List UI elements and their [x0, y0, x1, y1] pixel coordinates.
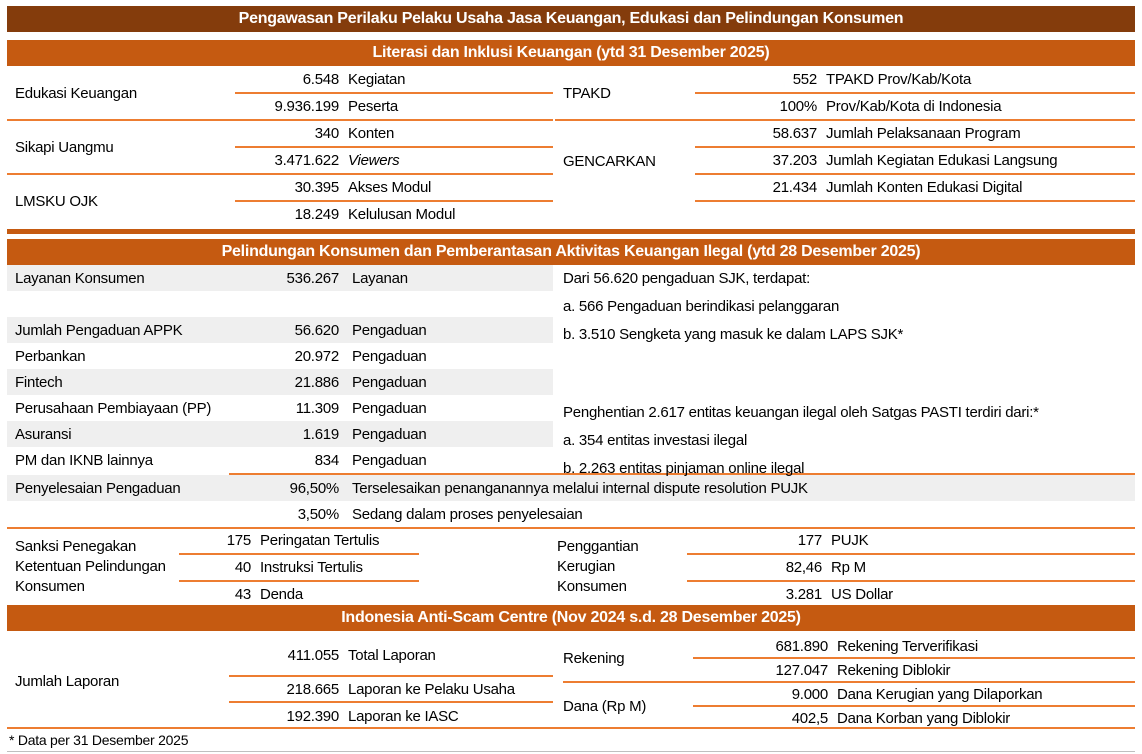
- stat-row: [179, 528, 419, 553]
- stat-value: 6.548: [302, 71, 339, 88]
- section-iasc: [7, 631, 1135, 727]
- stat-row: [695, 146, 1135, 173]
- group-label: GENCARKAN: [563, 153, 656, 170]
- stat-row: [229, 677, 553, 703]
- stat-value: 175: [226, 531, 251, 549]
- stat-value: 40: [234, 558, 251, 576]
- sanksi-block: [7, 529, 1135, 605]
- stat-row: [235, 146, 553, 173]
- table-row: [7, 369, 553, 395]
- main-title: Pengawasan Perilaku Pelaku Usaha Jasa Keuangan, Edukasi dan Pelindungan Konsumen: [7, 6, 1135, 32]
- table-row: [7, 343, 553, 369]
- literasi-right-panel: [555, 67, 1135, 202]
- group-label: Dana (Rp M): [563, 697, 647, 715]
- stat-value: 37.203: [772, 152, 817, 169]
- stat-unit: Konten: [348, 125, 395, 142]
- note-intro: Dari 56.620 pengaduan SJK, terdapat:: [563, 270, 811, 287]
- section-literasi: [7, 66, 1135, 234]
- note-item: a. 354 entitas investasi ilegal: [563, 432, 748, 449]
- stat-row: [695, 92, 1135, 119]
- row-text: Terselesaikan penanganannya melalui internal dispute resolution PUJK: [352, 479, 808, 497]
- stat-value: 3.471.622: [274, 152, 339, 169]
- stat-unit: Rekening Terverifikasi: [837, 637, 978, 655]
- row-value: 56.620: [294, 321, 339, 339]
- stat-unit: Kelulusan Modul: [348, 206, 456, 223]
- stat-value: 177: [797, 531, 822, 549]
- row-text: Sedang dalam proses penyelesaian: [352, 505, 583, 523]
- page-bottom-rule: [7, 751, 1135, 752]
- group-lmsku-ojk: [7, 173, 553, 227]
- stat-unit: Jumlah Kegiatan Edukasi Langsung: [826, 152, 1058, 169]
- stat-unit: Jumlah Konten Edukasi Digital: [826, 179, 1023, 196]
- section-iasc-header: Indonesia Anti-Scam Centre (Nov 2024 s.d. 28 Desember 2025): [7, 605, 1135, 631]
- spacer: [7, 32, 1135, 40]
- stat-value: 43: [234, 585, 251, 603]
- stat-row: [687, 528, 1135, 553]
- stat-value: 30.395: [294, 179, 339, 196]
- table-row: [7, 447, 553, 473]
- row-label: PM dan IKNB lainnya: [15, 451, 153, 469]
- stat-unit: TPAKD Prov/Kab/Kota: [826, 71, 972, 88]
- stat-row: [687, 580, 1135, 607]
- row-label: Sanksi Penegakan Ketentuan Pelindungan Konsumen: [15, 538, 166, 595]
- laporan-table: [229, 635, 553, 727]
- row-unit: Pengaduan: [352, 321, 427, 339]
- row-label: Fintech: [15, 373, 63, 391]
- row-label: Jumlah Pengaduan APPK: [15, 321, 183, 339]
- empty-row: [7, 291, 553, 317]
- table-row: [7, 421, 553, 447]
- stat-value: 340: [314, 125, 339, 142]
- row-value: 11.309: [295, 399, 339, 417]
- row-label: Penggantian Kerugian Konsumen: [557, 538, 639, 595]
- stat-row: [235, 175, 553, 200]
- stat-value: 9.000: [791, 685, 828, 703]
- stat-unit: Instruksi Tertulis: [260, 558, 363, 576]
- stat-unit: Laporan ke Pelaku Usaha: [348, 680, 515, 698]
- sanksi-table: [179, 528, 419, 607]
- row-value: 21.886: [294, 373, 339, 391]
- stat-row: [179, 553, 419, 580]
- group-label: Rekening: [563, 649, 625, 667]
- group-label: Edukasi Keuangan: [15, 84, 137, 102]
- stat-unit: PUJK: [831, 531, 869, 549]
- group-rekening: [563, 635, 1135, 681]
- note-item: b. 3.510 Sengketa yang masuk ke dalam LAPS SJK*: [563, 326, 904, 343]
- group-dana: [563, 681, 1135, 729]
- group-label: LMSKU OJK: [15, 192, 98, 210]
- stat-unit: Peringatan Tertulis: [260, 531, 380, 549]
- row-value: 536.267: [286, 269, 339, 287]
- stat-row: [693, 635, 1135, 657]
- section-pelindungan: [7, 265, 1135, 605]
- stat-unit: Dana Kerugian yang Dilaporkan: [837, 685, 1043, 703]
- penggantian-table: [687, 528, 1135, 607]
- stat-row: [695, 121, 1135, 146]
- stat-unit: Rp M: [831, 558, 866, 576]
- row-unit: Pengaduan: [352, 451, 427, 469]
- row-unit: Pengaduan: [352, 347, 427, 365]
- stat-value: 552: [792, 71, 817, 88]
- row-label: Jumlah Laporan: [15, 672, 120, 690]
- stat-value: 9.936.199: [274, 98, 339, 115]
- note-item: b. 2.263 entitas pinjaman online ilegal: [563, 460, 805, 477]
- row-value: 834: [314, 451, 339, 469]
- stat-row: [235, 200, 553, 227]
- stat-unit: Prov/Kab/Kota di Indonesia: [826, 98, 1002, 115]
- group-tpakd: [555, 67, 1135, 119]
- literasi-left-panel: [7, 67, 553, 227]
- stat-unit: Laporan ke IASC: [348, 707, 459, 725]
- stat-row: [229, 635, 553, 677]
- group-label: TPAKD: [563, 84, 611, 102]
- row-unit: Layanan: [352, 269, 408, 287]
- stat-row: [693, 683, 1135, 705]
- stat-unit: Denda: [260, 585, 303, 603]
- stat-unit: Rekening Diblokir: [837, 661, 951, 679]
- stat-row: [695, 173, 1135, 202]
- section-pelindungan-header: Pelindungan Konsumen dan Pemberantasan Aktivitas Keuangan Ilegal (ytd 28 Desember 2025): [7, 239, 1135, 265]
- row-unit: Pengaduan: [352, 373, 427, 391]
- row-unit: Pengaduan: [352, 425, 427, 443]
- group-gencarkan: [555, 119, 1135, 202]
- stat-row: [693, 705, 1135, 729]
- stat-row: [235, 121, 553, 146]
- stat-value: 411.055: [287, 646, 339, 664]
- note-pengaduan: [563, 265, 1141, 349]
- stat-unit: Akses Modul: [348, 179, 432, 196]
- iasc-right-panel: [563, 635, 1135, 727]
- stat-unit: Peserta: [348, 98, 398, 115]
- stat-value: 218.665: [286, 680, 339, 698]
- stat-value: 100%: [779, 98, 817, 115]
- stat-unit: Jumlah Pelaksanaan Program: [826, 125, 1021, 142]
- stat-unit: Viewers: [348, 152, 400, 169]
- table-row: [7, 265, 553, 291]
- row-value: 96,50%: [289, 479, 339, 497]
- stat-unit: US Dollar: [831, 585, 893, 603]
- table-row: [7, 395, 553, 421]
- stat-unit: Kegiatan: [348, 71, 406, 88]
- stat-unit: Total Laporan: [348, 646, 436, 664]
- stat-row: [229, 703, 553, 729]
- stat-value: 681.890: [775, 637, 828, 655]
- note-ilegal: [563, 399, 1141, 483]
- row-value: 1.619: [302, 425, 339, 443]
- row-label: Penyelesaian Pengaduan: [15, 479, 181, 497]
- stat-unit: Dana Korban yang Diblokir: [837, 709, 1011, 727]
- section-literasi-header: Literasi dan Inklusi Keuangan (ytd 31 Desember 2025): [7, 40, 1135, 66]
- stat-value: 58.637: [772, 125, 817, 142]
- stat-row: [179, 580, 419, 607]
- stat-value: 402,5: [791, 709, 828, 727]
- stat-row: [693, 657, 1135, 681]
- note-item: a. 566 Pengaduan berindikasi pelanggaran: [563, 298, 840, 315]
- table-row: [7, 501, 1135, 527]
- stat-value: 3.281: [785, 585, 822, 603]
- group-label: Sikapi Uangmu: [15, 138, 114, 156]
- stat-value: 82,46: [785, 558, 822, 576]
- stat-row: [235, 67, 553, 92]
- stat-row: [687, 553, 1135, 580]
- stat-row: [235, 92, 553, 119]
- group-edukasi-keuangan: [7, 67, 553, 119]
- row-label: Layanan Konsumen: [15, 269, 145, 287]
- row-unit: Pengaduan: [352, 399, 427, 417]
- stat-value: 21.434: [772, 179, 817, 196]
- stat-row: [695, 67, 1135, 92]
- group-sikapi-uangmu: [7, 119, 553, 173]
- row-value: 3,50%: [297, 505, 339, 523]
- row-label: Perbankan: [15, 347, 86, 365]
- stat-value: 192.390: [286, 707, 339, 725]
- stat-value: 127.047: [775, 661, 828, 679]
- stat-value: 18.249: [294, 206, 339, 223]
- row-label: Perusahaan Pembiayaan (PP): [15, 399, 212, 417]
- row-label: Asuransi: [15, 425, 72, 443]
- table-row: [7, 317, 553, 343]
- row-value: 20.972: [294, 347, 339, 365]
- footnote: * Data per 31 Desember 2025: [9, 732, 189, 748]
- note-intro: Penghentian 2.617 entitas keuangan ilegal oleh Satgas PASTI terdiri dari:*: [563, 404, 1039, 421]
